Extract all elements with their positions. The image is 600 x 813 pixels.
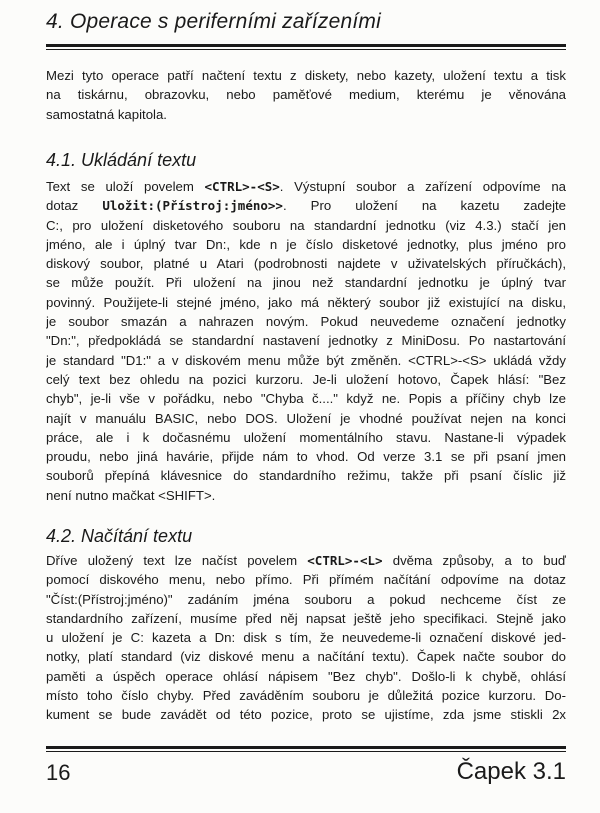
text-line: celý text bez ohledu na pozici kurzoru. Je-li uložení hotovo, Čapek hlásí: "Bez (46, 371, 566, 387)
text-line: samostatná kapitola. (46, 106, 167, 122)
header-rule-thin (46, 49, 566, 50)
text-line: "Dn:", předpokládá se standardní nastavení jednotky z MiniDosu. Po nastartování (46, 333, 566, 349)
section-1-paragraph (46, 177, 566, 505)
text-line (46, 196, 566, 215)
text-run: Dříve uložený text lze načíst povelem (46, 553, 308, 568)
text-run: . Pro uložení na kazetu zadejte (282, 198, 566, 214)
text-line: jméno, ale i úplný tvar Dn:, kde n je číslo disketové jednotky, plus jméno pro (46, 236, 566, 252)
book-title: Čapek 3.1 (456, 758, 566, 785)
document-page (46, 0, 566, 813)
text-line (46, 177, 566, 196)
text-line: u uložení je C: kazeta a Dn: disk s tím, že neuvedeme-li označení diskové jed- (46, 630, 566, 646)
prompt-code: Uložit:(Přístroj:jméno>> (102, 198, 283, 214)
text-line: chyb", je-li vše v pořádku, nebo "Chyba č...." když ne. Popis a příčiny chyb lze (46, 391, 566, 407)
text-line: najít v manuálu BASIC, nebo DOS. Uložení je vhodné používat nejen na konci (46, 410, 566, 426)
section-title-nacitani: 4.2. Načítání textu (46, 526, 193, 546)
text-line: paměti a úspěch operace ohlásí nápisem "Bez chyb". Došlo-li k chybě, ohlásí (46, 668, 566, 684)
text-line: C:, pro uložení disketového souboru na standardní jednotku (viz 4.3.) stačí jen (46, 217, 566, 233)
text-run: dvěma způsoby, a to buď (382, 553, 566, 568)
header-rule (46, 44, 566, 47)
text-line: není nutno mačkat <SHIFT>. (46, 487, 216, 503)
text-line: pomocí diskového menu, nebo přímo. Při přímém načítání odpovíme na dotaz (46, 572, 566, 588)
text-line: proudu, nebo jiná havárie, přijde nám to vhod. Od verze 3.1 se při psaní jmen (46, 449, 566, 465)
section-title-ukladani: 4.1. Ukládání textu (46, 150, 197, 170)
text-line: kument se bude zavádět od této pozice, proto se ujistíme, zda jsme stiskli 2x (46, 707, 566, 723)
text-line: Mezi tyto operace patří načtení textu z diskety, nebo kazety, uložení textu a tisk (46, 68, 566, 83)
text-line: notky, platí standard (viz diskové menu a načítání textu). Čapek načte soubor do (46, 649, 566, 665)
section-2-paragraph (46, 551, 566, 725)
text-line: místo toho číslo chyby. Před zaváděním souboru je důležitá pozice kurzoru. Do- (46, 688, 566, 704)
text-line: povinný. Použijete-li stejné jméno, jako má některý soubor již existující na disku, (46, 294, 566, 310)
text-line: "Číst:(Přístroj:jméno)" zadáním jména souboru a pokud nechceme číst ze (46, 591, 566, 607)
key-command: <CTRL>-<L> (307, 553, 383, 568)
page-number: 16 (46, 760, 71, 785)
chapter-title: 4. Operace s periferními zařízeními (46, 10, 381, 33)
text-run: . Výstupní soubor a zařízení odpovíme na (279, 179, 566, 194)
intro-paragraph (46, 66, 566, 124)
text-line (46, 551, 566, 570)
key-command: <CTRL>-<S> (204, 179, 280, 194)
text-line: na tiskárnu, obrazovku, nebo paměťové medium, kterému je věnována (46, 87, 566, 103)
text-line: práce, ale i k dočasnému uložení momentálního stavu. Nastane-li výpadek (46, 429, 566, 445)
footer-rule-thin (46, 751, 566, 752)
text-line: souborů přepíná klávesnice do standardního režimu, takže při psaní číslic již (46, 468, 566, 484)
text-line: diskový soubor, platné u Atari (podrobnosti najdete v uživatelských příručkách), (46, 256, 566, 272)
text-line: je standard "D1:" a v diskovém menu může být změněn. <CTRL>-<S> ukládá vždy (46, 352, 566, 368)
text-run: dotaz (46, 198, 103, 214)
text-line: se může použít. Při uložení na jinou než standardní jednotku je úplný tvar (46, 275, 566, 291)
text-line: standardního zařízení, musíme před něj napsat ještě jeho specifikaci. Stejně jako (46, 610, 566, 626)
text-line: je soubor smazán a nahrazen novým. Pokud neuvedeme označení jednotky (46, 314, 566, 330)
footer-rule (46, 746, 566, 749)
text-run: Text se uloží povelem (46, 179, 205, 194)
